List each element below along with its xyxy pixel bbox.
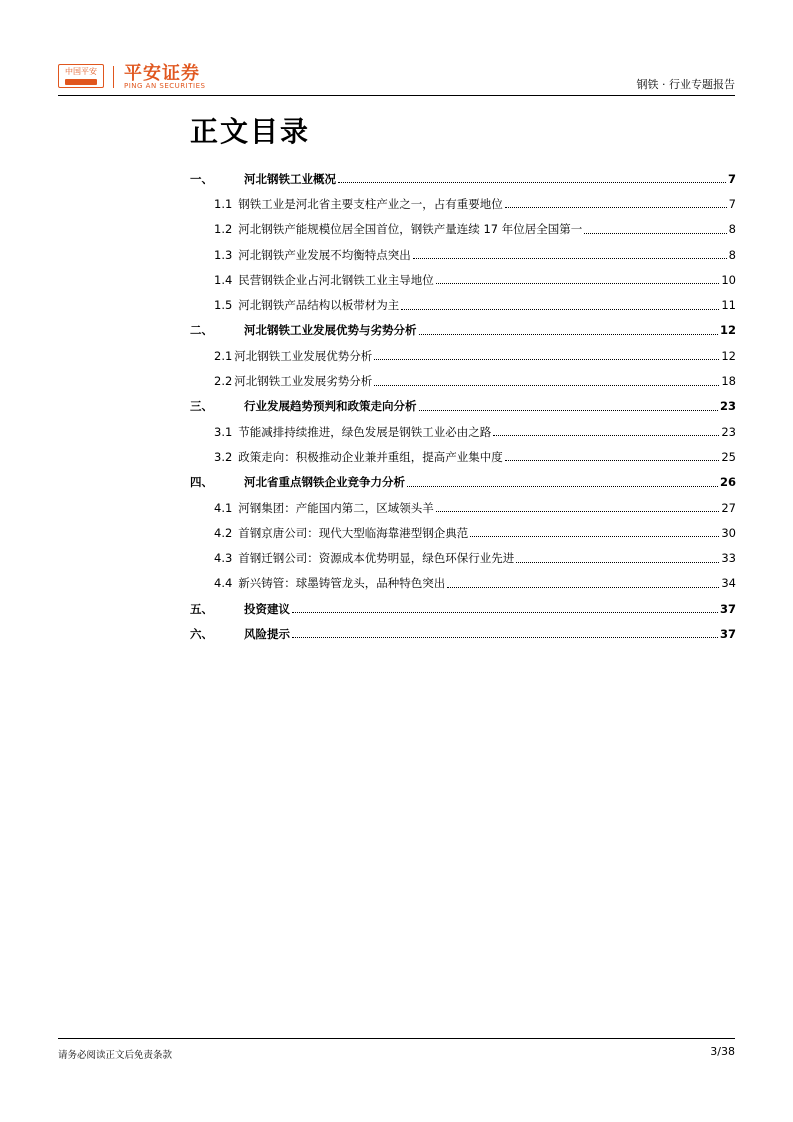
toc-entry[interactable] (190, 444, 736, 469)
toc-leader-dots (505, 460, 720, 461)
toc-leader-dots (436, 283, 720, 284)
page-number: 3/38 (710, 1045, 735, 1058)
toc-entry-page: 12 (719, 323, 736, 338)
logo-box-text: 中国平安 (65, 67, 97, 76)
toc-entry-number: 五、 (190, 601, 213, 616)
toc-entry-title: 河北钢铁工业发展劣势分析 (234, 374, 373, 389)
toc-entry[interactable] (190, 596, 736, 621)
toc-leader-dots (413, 258, 727, 259)
toc-leader-dots (374, 385, 719, 386)
toc-entry-number: 1.2 (214, 222, 233, 237)
toc-entry-page: 12 (721, 348, 736, 363)
toc-entry-title: 投资建议 (244, 601, 290, 616)
header-divider (58, 95, 735, 96)
toc-entry-title: 河北钢铁工业发展优势与劣势分析 (244, 323, 417, 338)
toc-entry[interactable] (190, 292, 736, 317)
toc-entry[interactable] (190, 191, 736, 216)
toc-entry-number: 3.1 (214, 424, 233, 439)
toc-entry-page: 8 (728, 247, 736, 262)
toc-entry-number: 1.5 (214, 298, 233, 313)
toc-leader-dots (493, 435, 719, 436)
page-title: 正文目录 (190, 115, 311, 148)
toc-entry[interactable] (190, 621, 736, 646)
toc-entry-page: 11 (721, 298, 736, 313)
toc-entry-number: 1.4 (214, 272, 233, 287)
toc-entry-page: 37 (719, 626, 736, 641)
toc-entry-number: 一、 (190, 171, 213, 186)
toc-entry-page: 26 (719, 475, 736, 490)
toc-entry[interactable] (190, 368, 736, 393)
logo-divider (113, 66, 114, 88)
ping-an-logo (58, 64, 104, 88)
toc-entry[interactable] (190, 470, 736, 495)
toc-entry-title: 河北钢铁产品结构以板带材为主 (238, 298, 400, 313)
brand-name-en: PING AN SECURITIES (124, 82, 206, 90)
toc-entry-page: 8 (728, 222, 736, 237)
toc-entry-number: 1.3 (214, 247, 233, 262)
toc-entry-number: 4.2 (214, 525, 233, 540)
toc-entry-number: 二、 (190, 323, 213, 338)
toc-entry-title: 风险提示 (244, 626, 290, 641)
toc-entry-number: 4.4 (214, 576, 233, 591)
toc-leader-dots (447, 587, 719, 588)
table-of-contents (190, 166, 736, 647)
page-header (58, 58, 735, 96)
toc-entry[interactable] (190, 267, 736, 292)
toc-entry-title: 政策走向：积极推动企业兼并重组，提高产业集中度 (238, 449, 503, 464)
toc-entry[interactable] (190, 318, 736, 343)
toc-entry-title: 新兴铸管：球墨铸管龙头，品种特色突出 (238, 576, 446, 591)
toc-entry-page: 25 (721, 449, 736, 464)
toc-entry-page: 7 (727, 171, 736, 186)
toc-entry-page: 27 (721, 500, 736, 515)
toc-entry-page: 30 (721, 525, 736, 540)
toc-leader-dots (374, 359, 719, 360)
toc-entry-number: 四、 (190, 475, 213, 490)
logo-bar (65, 79, 97, 85)
toc-entry-title: 民营钢铁企业占河北钢铁工业主导地位 (238, 272, 434, 287)
toc-entry-title: 河北钢铁工业概况 (244, 171, 336, 186)
toc-leader-dots (436, 511, 720, 512)
toc-leader-dots (505, 207, 727, 208)
toc-entry[interactable] (190, 419, 736, 444)
toc-entry-page: 10 (721, 272, 736, 287)
toc-leader-dots (419, 410, 718, 411)
footer-divider (58, 1038, 735, 1039)
toc-entry-title: 首钢迁钢公司：资源成本优势明显，绿色环保行业先进 (238, 551, 515, 566)
toc-entry[interactable] (190, 520, 736, 545)
toc-leader-dots (584, 233, 726, 234)
brand-name: 平安证券 (124, 63, 200, 84)
toc-entry-page: 34 (721, 576, 736, 591)
toc-entry[interactable] (190, 495, 736, 520)
toc-entry-number: 2.1 (214, 348, 233, 363)
toc-entry[interactable] (190, 343, 736, 368)
toc-entry-page: 7 (728, 196, 736, 211)
toc-entry-title: 河钢集团：产能国内第二，区域领头羊 (238, 500, 434, 515)
toc-entry[interactable] (190, 166, 736, 191)
toc-entry-title: 河北钢铁产能规模位居全国首位，钢铁产量连续 17 年位居全国第一 (238, 222, 583, 237)
toc-entry[interactable] (190, 217, 736, 242)
toc-entry[interactable] (190, 394, 736, 419)
footer-disclaimer: 请务必阅读正文后免责条款 (58, 1050, 173, 1061)
toc-entry[interactable] (190, 545, 736, 570)
toc-entry-number: 4.3 (214, 551, 233, 566)
toc-entry-title: 钢铁工业是河北省主要支柱产业之一，占有重要地位 (238, 196, 503, 211)
toc-leader-dots (516, 562, 719, 563)
toc-leader-dots (292, 637, 718, 638)
toc-leader-dots (401, 309, 719, 310)
toc-entry-page: 23 (719, 399, 736, 414)
toc-entry-number: 4.1 (214, 500, 233, 515)
toc-leader-dots (338, 182, 726, 183)
toc-entry[interactable] (190, 571, 736, 596)
toc-entry-number: 三、 (190, 399, 213, 414)
toc-entry-number: 2.2 (214, 374, 233, 389)
toc-entry-title: 河北省重点钢铁企业竞争力分析 (244, 475, 405, 490)
toc-entry-title: 首钢京唐公司：现代大型临海靠港型钢企典范 (238, 525, 469, 540)
toc-leader-dots (292, 612, 718, 613)
toc-entry-page: 18 (721, 374, 736, 389)
toc-leader-dots (470, 536, 719, 537)
toc-leader-dots (407, 486, 718, 487)
toc-entry-title: 河北钢铁工业发展优势分析 (234, 348, 373, 363)
toc-entry-number: 3.2 (214, 449, 233, 464)
toc-entry-title: 行业发展趋势预判和政策走向分析 (244, 399, 417, 414)
report-tag: 钢铁 · 行业专题报告 (636, 78, 735, 91)
toc-entry[interactable] (190, 242, 736, 267)
toc-entry-title: 节能减排持续推进，绿色发展是钢铁工业必由之路 (238, 424, 492, 439)
toc-entry-number: 1.1 (214, 196, 233, 211)
toc-entry-page: 33 (721, 551, 736, 566)
toc-entry-page: 37 (719, 601, 736, 616)
toc-entry-page: 23 (721, 424, 736, 439)
toc-leader-dots (419, 334, 718, 335)
toc-entry-number: 六、 (190, 626, 213, 641)
toc-entry-title: 河北钢铁产业发展不均衡特点突出 (238, 247, 411, 262)
